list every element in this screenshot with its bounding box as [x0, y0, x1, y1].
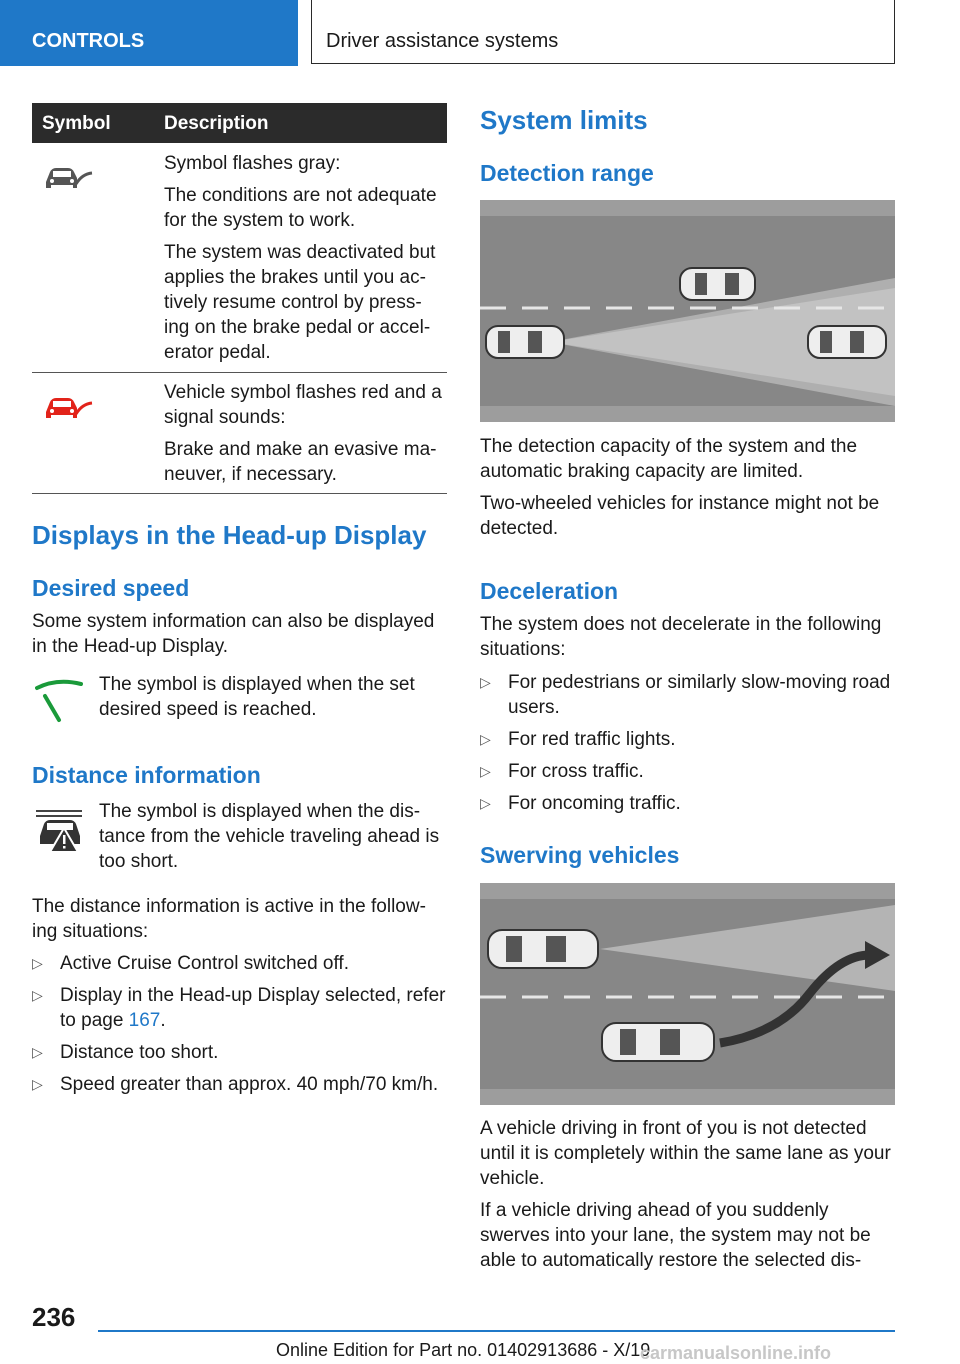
section-tab[interactable]: CONTROLS	[0, 0, 298, 66]
distance-info-title: Distance information	[32, 762, 261, 788]
hud-title: Displays in the Head-up Display	[32, 520, 427, 550]
list-item-text: For pedestrians or similarly slow-moving road users.	[508, 672, 891, 718]
distance-intro: The distance information is active in the follow-ing situations:	[32, 896, 426, 942]
list-item	[480, 727, 898, 752]
table-divider	[32, 372, 447, 373]
list-item	[32, 951, 450, 976]
swerving-title: Swerving vehicles	[480, 842, 680, 868]
deceleration-title: Deceleration	[480, 578, 619, 604]
col-symbol-header: Symbol	[42, 113, 111, 134]
list-item	[480, 791, 898, 816]
description-line: Vehicle symbol flashes red and a signal sounds:	[164, 382, 442, 428]
list-item-text: Active Cruise Control switched off.	[60, 953, 349, 974]
triangle-bullet-icon: ▷	[480, 795, 491, 811]
triangle-bullet-icon: ▷	[32, 1044, 43, 1060]
triangle-bullet-icon: ▷	[480, 674, 491, 690]
page-link[interactable]: 167	[128, 1010, 161, 1031]
watermark: carmanualsonline.info	[640, 1343, 832, 1363]
page-number: 236	[32, 1302, 76, 1332]
description-line: Symbol flashes gray:	[164, 153, 341, 174]
table-divider	[32, 493, 447, 494]
table-header	[32, 103, 447, 143]
list-item-text-end: .	[160, 1010, 166, 1031]
col-description-header: Description	[164, 113, 269, 134]
detection-range-title: Detection range	[480, 160, 654, 186]
desired-speed-text: Some system information can also be displayed in the Head-up Display.	[32, 611, 435, 657]
list-item	[32, 983, 450, 1033]
vehicle-warning-red-icon	[42, 390, 94, 431]
paragraph: A vehicle driving in front of you is not detected until it is completely within the same lane as your vehicle.	[480, 1118, 891, 1189]
triangle-bullet-icon: ▷	[32, 955, 43, 971]
triangle-bullet-icon: ▷	[32, 987, 43, 1003]
list-item	[480, 759, 898, 784]
car-icon	[808, 326, 886, 358]
table-row-description	[164, 380, 446, 494]
triangle-bullet-icon: ▷	[480, 731, 491, 747]
deceleration-intro: The system does not decelerate in the following situations:	[480, 614, 882, 660]
list-item	[32, 1040, 450, 1065]
paragraph: Two-wheeled vehicles for instance might not be detected.	[480, 493, 880, 539]
car-icon	[486, 326, 564, 358]
swerving-figure	[480, 883, 895, 1105]
desired-speed-title: Desired speed	[32, 575, 190, 601]
description-line: The conditions are not adequate for the system to work.	[164, 185, 437, 231]
list-item-text: Display in the Head-up Display selected, refer to page	[60, 985, 446, 1031]
car-icon	[680, 268, 755, 300]
list-item	[32, 1072, 450, 1097]
description-line: Brake and make an evasive ma-neuver, if necessary.	[164, 439, 437, 485]
car-icon	[488, 930, 598, 968]
list-item-text: For red traffic lights.	[508, 729, 676, 750]
description-line: The system was deactivated but applies the brakes until you ac-tively resume control by press-ing on the brake pedal or accel-erator pedal.	[164, 242, 436, 363]
system-limits-title: System limits	[480, 105, 648, 135]
vehicle-warning-gray-icon	[42, 160, 94, 201]
list-item-text: For oncoming traffic.	[508, 793, 681, 814]
detection-text	[480, 434, 895, 548]
detection-range-figure	[480, 200, 895, 422]
triangle-bullet-icon: ▷	[480, 763, 491, 779]
paragraph: If a vehicle driving ahead of you suddenly swerves into your lane, the system may not be able to automatically restore the selected dis-	[480, 1200, 871, 1271]
deceleration-list	[480, 670, 898, 823]
distance-conditions-list	[32, 951, 450, 1104]
list-item-text: For cross traffic.	[508, 761, 644, 782]
distance-icon-text: The symbol is displayed when the dis-tance from the vehicle traveling ahead is too short.	[99, 801, 440, 872]
list-item-text: Distance too short.	[60, 1042, 219, 1063]
edition-note: Online Edition for Part no. 01402913686 - X/19	[276, 1340, 651, 1360]
table-row-description	[164, 151, 444, 372]
car-icon	[602, 1023, 714, 1061]
distance-warning-icon	[34, 806, 88, 861]
desired-speed-icon-text: The symbol is displayed when the set desired speed is reached.	[99, 674, 415, 720]
desired-speed-icon	[35, 678, 85, 729]
footer-rule	[98, 1330, 895, 1332]
triangle-bullet-icon: ▷	[32, 1076, 43, 1092]
swerving-text	[480, 1116, 895, 1280]
list-item-text: Speed greater than approx. 40 mph/70 km/h.	[60, 1074, 439, 1095]
paragraph: The detection capacity of the system and the automatic braking capacity are limited.	[480, 436, 858, 482]
chapter-title: Driver assistance systems	[311, 0, 895, 64]
list-item	[480, 670, 898, 720]
